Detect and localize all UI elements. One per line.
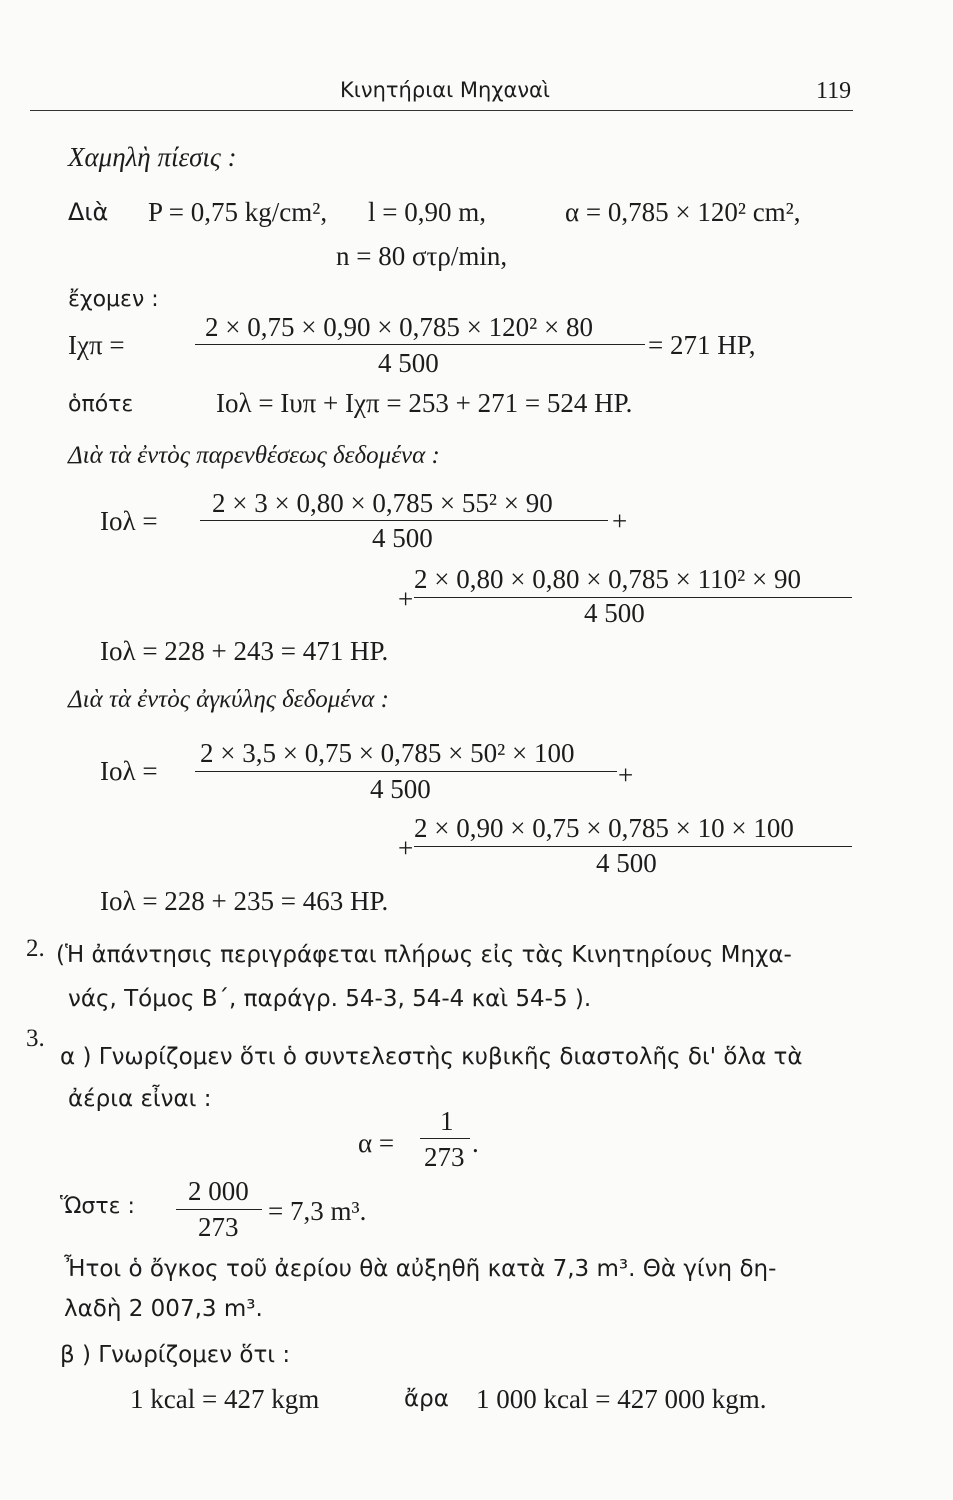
kcal-equivalence: 1 kcal = 427 kgm <box>130 1384 320 1414</box>
item2-line2: νάς, Τόμος Β΄, παράγρ. 54-3, 54-4 καὶ 54-5 ). <box>68 986 592 1012</box>
bracket-bar2 <box>414 846 852 847</box>
total-power-low: Iολ = Iυπ + Iχπ = 253 + 271 = 524 HP. <box>216 388 633 418</box>
parenthesis-total: Iολ = 228 + 243 = 471 HP. <box>100 636 389 666</box>
parenthesis-plus2: + <box>398 584 414 614</box>
given-prefix: Διὰ <box>68 198 109 226</box>
I-label: Iχπ = <box>68 330 125 360</box>
therefore-word-b: ἄρα <box>404 1386 449 1412</box>
item3-number: 3. <box>26 1025 45 1052</box>
hence-numerator: 2 000 <box>188 1176 249 1206</box>
we-have: ἔχομεν : <box>68 287 159 312</box>
kcal-result: 1 000 kcal = 427 000 kgm. <box>476 1384 767 1414</box>
page-number: 119 <box>816 78 852 104</box>
item3-b-line: β ) Γνωρίζομεν ὅτι : <box>60 1342 291 1368</box>
bracket-total: Iολ = 228 + 235 = 463 HP. <box>100 886 389 916</box>
parenthesis-den1: 4 500 <box>372 523 433 553</box>
alpha-bar <box>420 1138 470 1139</box>
given-P: P = 0,75 kg/cm², <box>148 197 328 227</box>
hence-denominator: 273 <box>198 1212 239 1242</box>
bracket-heading: Διὰ τὰ ἐντὸς ἀγκύλης δεδομένα : <box>68 686 389 713</box>
parenthesis-bar1 <box>200 520 608 521</box>
parenthesis-num1: 2 × 3 × 0,80 × 0,785 × 55² × 90 <box>212 488 553 518</box>
item2-line1: (Ἡ ἀπάντησις περιγράφεται πλήρως εἰς τὰς Κινητηρίους Μηχα- <box>56 942 792 968</box>
parenthesis-num2: 2 × 0,80 × 0,80 × 0,785 × 110² × 90 <box>414 564 801 594</box>
fraction-denominator: 4 500 <box>378 348 439 378</box>
running-title: Κινητήριαι Μηχαναὶ <box>340 78 551 102</box>
bracket-den2: 4 500 <box>596 848 657 878</box>
alpha-lhs: α = <box>358 1128 395 1158</box>
given-l: l = 0,90 m, <box>368 197 486 227</box>
bracket-bar1 <box>195 771 617 772</box>
hence-bar <box>176 1209 262 1210</box>
bracket-plus1: + <box>618 760 634 790</box>
item3-a-line2: ἀέρια εἶναι : <box>68 1086 212 1112</box>
bracket-I-label: Iολ = <box>100 756 158 786</box>
parenthesis-I-label: Iολ = <box>100 506 158 536</box>
parenthesis-heading: Διὰ τὰ ἐντὸς παρενθέσεως δεδομένα : <box>68 442 440 469</box>
fraction-bar <box>195 344 645 345</box>
alpha-period: . <box>472 1128 479 1158</box>
header-rule <box>30 110 853 111</box>
bracket-num1: 2 × 3,5 × 0,75 × 0,785 × 50² × 100 <box>200 738 575 768</box>
alpha-numerator: 1 <box>440 1106 454 1136</box>
hence-result: = 7,3 m³. <box>268 1196 367 1226</box>
item2-number: 2. <box>26 935 45 962</box>
item3-a-line1: α ) Γνωρίζομεν ὅτι ὁ συντελεστὴς κυβικῆς διαστολῆς δι' ὅλα τὰ <box>60 1044 803 1070</box>
hence-word: Ὥστε : <box>60 1194 135 1219</box>
low-pressure-heading: Χαμηλὴ πίεσις : <box>68 142 237 172</box>
volume-line2: λαδὴ 2 007,3 m³. <box>64 1296 263 1322</box>
parenthesis-plus1: + <box>612 506 628 536</box>
bracket-plus2: + <box>398 833 414 863</box>
bracket-den1: 4 500 <box>370 774 431 804</box>
volume-line1: Ἦτοι ὁ ὄγκος τοῦ ἀερίου θὰ αὐξηθῆ κατὰ 7,3 m³. Θὰ γίνη δη- <box>64 1256 777 1282</box>
fraction-result: = 271 HP, <box>648 330 756 360</box>
alpha-denominator: 273 <box>424 1142 465 1172</box>
therefore-word: ὁπότε <box>68 392 134 417</box>
given-alpha: α = 0,785 × 120² cm², <box>565 197 801 227</box>
parenthesis-den2: 4 500 <box>584 598 645 628</box>
fraction-numerator: 2 × 0,75 × 0,90 × 0,785 × 120² × 80 <box>205 312 593 342</box>
given-n: n = 80 στρ/min, <box>336 241 508 271</box>
bracket-num2: 2 × 0,90 × 0,75 × 0,785 × 10 × 100 <box>414 813 794 843</box>
